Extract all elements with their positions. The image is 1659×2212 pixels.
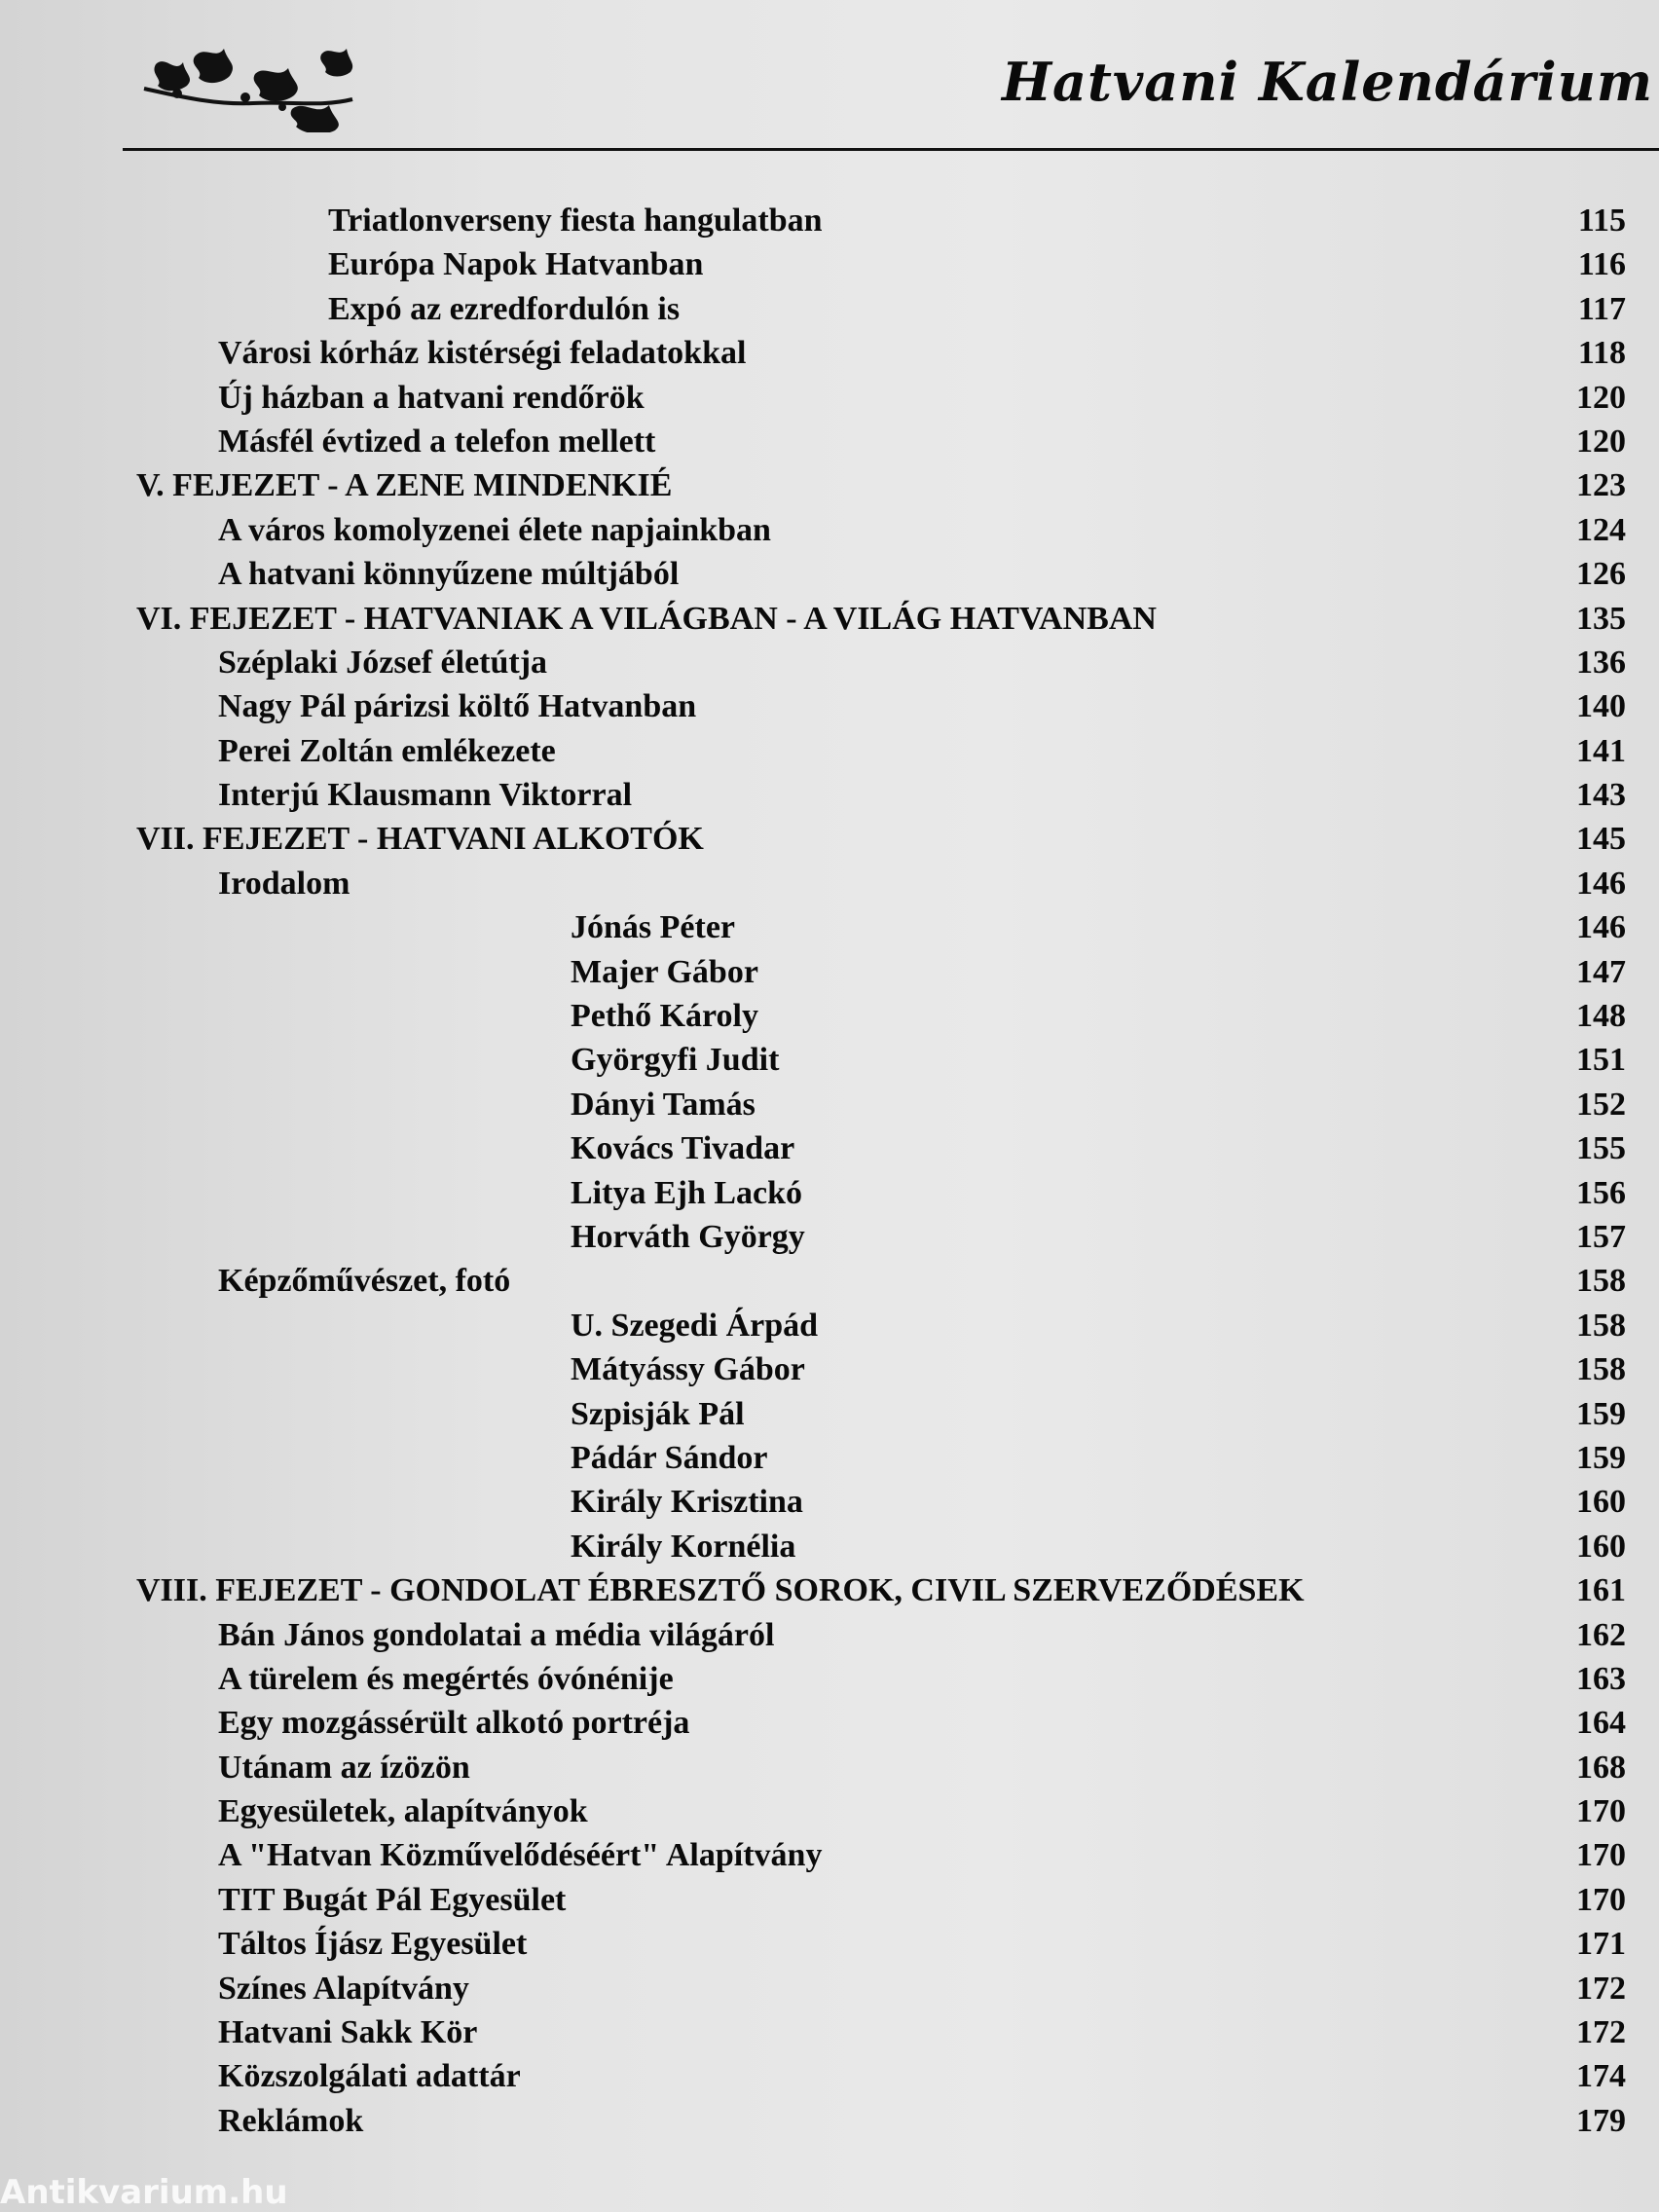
toc-page-number: 145: [1576, 821, 1626, 858]
toc-page-number: 160: [1576, 1484, 1626, 1521]
toc-entry-row: [0, 1833, 1659, 1877]
toc-page-number: 115: [1577, 203, 1626, 239]
toc-entry-title: Jónás Péter: [571, 909, 736, 946]
toc-page-number: 172: [1576, 2014, 1626, 2051]
toc-entry-title: Kovács Tivadar: [571, 1130, 795, 1167]
toc-entry-row: [0, 2099, 1659, 2143]
toc-entry-title: Egy mozgássérült alkotó portréja: [218, 1705, 690, 1742]
toc-entry-row: [0, 994, 1659, 1038]
toc-entry-row: [0, 420, 1659, 463]
toc-entry-title: Bán János gondolatai a média világáról: [218, 1616, 775, 1653]
toc-page-number: 151: [1576, 1042, 1626, 1079]
toc-page-number: 159: [1576, 1395, 1626, 1432]
toc-page-number: 116: [1577, 246, 1626, 283]
toc-entry-title: Irodalom: [218, 865, 350, 902]
toc-page-number: 141: [1576, 732, 1626, 769]
toc-page-number: 147: [1576, 953, 1626, 990]
toc-entry-row: [0, 1347, 1659, 1391]
toc-entry-row: [0, 2010, 1659, 2054]
toc-entry-row: [0, 1746, 1659, 1789]
toc-entry-title: Egyesületek, alapítványok: [218, 1793, 588, 1830]
toc-page-number: 146: [1576, 865, 1626, 902]
toc-page-number: 162: [1576, 1616, 1626, 1653]
toc-entry-row: [0, 242, 1659, 286]
toc-entry-title: Táltos Íjász Egyesület: [218, 1926, 528, 1963]
toc-entry-title: Király Krisztina: [571, 1484, 803, 1521]
toc-page-number: 124: [1576, 511, 1626, 548]
toc-entry-title: VII. FEJEZET - HATVANI ALKOTÓK: [136, 821, 704, 858]
toc-page-number: 172: [1576, 1970, 1626, 2007]
toc-page-number: 158: [1576, 1263, 1626, 1300]
toc-entry-row: [0, 1967, 1659, 2010]
toc-page-number: 117: [1577, 290, 1626, 327]
toc-page-number: 123: [1576, 467, 1626, 504]
toc-entry-title: Expó az ezredfordulón is: [328, 290, 681, 327]
toc-entry-row: [0, 1304, 1659, 1347]
toc-entry-title: VIII. FEJEZET - GONDOLAT ÉBRESZTŐ SOROK, CIVIL SZERVEZŐDÉSEK: [136, 1572, 1305, 1609]
toc-entry-row: [0, 1259, 1659, 1303]
toc-entry-row: [0, 1392, 1659, 1436]
toc-entry-row: [0, 1083, 1659, 1126]
header-rule: [123, 148, 1659, 151]
table-of-contents: [0, 199, 1659, 2143]
toc-page-number: 120: [1576, 423, 1626, 460]
toc-page-number: 164: [1576, 1705, 1626, 1742]
toc-entry-title: Európa Napok Hatvanban: [328, 246, 704, 283]
toc-entry-title: U. Szegedi Árpád: [571, 1307, 819, 1344]
toc-page-number: 168: [1576, 1749, 1626, 1786]
toc-entry-row: [0, 552, 1659, 596]
toc-page-number: 136: [1576, 644, 1626, 681]
toc-entry-title: Utánam az ízözön: [218, 1749, 470, 1786]
toc-entry-title: Széplaki József életútja: [218, 644, 548, 681]
toc-entry-title: Király Kornélia: [571, 1528, 796, 1565]
toc-entry-row: [0, 1038, 1659, 1082]
toc-entry-title: Másfél évtized a telefon mellett: [218, 423, 656, 460]
toc-entry-row: [0, 508, 1659, 552]
toc-chapter-row: [0, 817, 1659, 861]
toc-entry-title: Pádár Sándor: [571, 1439, 768, 1476]
toc-entry-row: [0, 199, 1659, 242]
toc-page-number: 170: [1576, 1881, 1626, 1918]
toc-entry-row: [0, 1657, 1659, 1701]
toc-page-number: 160: [1576, 1528, 1626, 1565]
toc-page-number: 156: [1576, 1174, 1626, 1211]
toc-entry-title: Szpisják Pál: [571, 1395, 745, 1432]
toc-entry-title: Nagy Pál párizsi költő Hatvanban: [218, 688, 697, 725]
toc-entry-title: Triatlonverseny fiesta hangulatban: [328, 203, 823, 239]
toc-entry-row: [0, 1789, 1659, 1833]
toc-entry-title: A hatvani könnyűzene múltjából: [218, 556, 680, 593]
toc-entry-row: [0, 950, 1659, 994]
toc-entry-title: VI. FEJEZET - HATVANIAK A VILÁGBAN - A VILÁG HATVANBAN: [136, 600, 1157, 637]
toc-entry-row: [0, 287, 1659, 331]
toc-entry-title: A türelem és megértés óvónénije: [218, 1660, 674, 1697]
toc-entry-row: [0, 1922, 1659, 1966]
toc-chapter-row: [0, 1568, 1659, 1612]
toc-entry-row: [0, 773, 1659, 817]
toc-entry-row: [0, 1436, 1659, 1480]
toc-entry-title: Litya Ejh Lackó: [571, 1174, 803, 1211]
toc-entry-title: Interjú Klausmann Viktorral: [218, 777, 633, 814]
toc-entry-title: Városi kórház kistérségi feladatokkal: [218, 335, 747, 372]
toc-page-number: 174: [1576, 2058, 1626, 2095]
running-header-title: Hatvani Kalendárium: [1001, 51, 1653, 113]
toc-entry-row: [0, 1613, 1659, 1657]
toc-entry-title: Mátyássy Gábor: [571, 1351, 805, 1388]
toc-page-number: 163: [1576, 1660, 1626, 1697]
toc-entry-title: TIT Bugát Pál Egyesület: [218, 1881, 567, 1918]
toc-page-number: 170: [1576, 1793, 1626, 1830]
toc-page-number: 148: [1576, 998, 1626, 1035]
toc-page-number: 126: [1576, 556, 1626, 593]
toc-entry-title: Majer Gábor: [571, 953, 758, 990]
toc-entry-title: Hatvani Sakk Kör: [218, 2014, 478, 2051]
toc-page-number: 161: [1576, 1572, 1626, 1609]
watermark-text: Antikvarium.hu: [0, 2173, 288, 2212]
toc-entry-title: Györgyfi Judit: [571, 1042, 780, 1079]
toc-page-number: 179: [1576, 2102, 1626, 2139]
toc-page-number: 118: [1577, 335, 1626, 372]
toc-entry-title: A város komolyzenei élete napjainkban: [218, 511, 771, 548]
toc-entry-row: [0, 684, 1659, 728]
toc-page-number: 158: [1576, 1351, 1626, 1388]
toc-entry-row: [0, 1126, 1659, 1170]
toc-page-number: 158: [1576, 1307, 1626, 1344]
toc-page-number: 157: [1576, 1218, 1626, 1255]
toc-entry-title: Képzőművészet, fotó: [218, 1263, 511, 1300]
toc-entry-title: Horváth György: [571, 1218, 805, 1255]
toc-entry-title: Közszolgálati adattár: [218, 2058, 521, 2095]
toc-entry-row: [0, 1215, 1659, 1259]
toc-entry-row: [0, 641, 1659, 684]
toc-page-number: 135: [1576, 600, 1626, 637]
toc-entry-title: Dányi Tamás: [571, 1086, 756, 1123]
toc-entry-title: Perei Zoltán emlékezete: [218, 732, 556, 769]
toc-page-number: 152: [1576, 1086, 1626, 1123]
toc-entry-title: Reklámok: [218, 2102, 364, 2139]
toc-entry-title: Színes Alapítvány: [218, 1970, 469, 2007]
toc-entry-row: [0, 2054, 1659, 2098]
toc-entry-row: [0, 905, 1659, 949]
toc-page-number: 170: [1576, 1837, 1626, 1874]
toc-entry-row: [0, 1878, 1659, 1922]
toc-entry-row: [0, 862, 1659, 905]
toc-page-number: 120: [1576, 379, 1626, 416]
toc-entry-row: [0, 376, 1659, 420]
toc-chapter-row: [0, 597, 1659, 641]
toc-page-number: 171: [1576, 1926, 1626, 1963]
toc-page-number: 155: [1576, 1130, 1626, 1167]
toc-entry-title: A "Hatvan Közművelődéséért" Alapítvány: [218, 1837, 823, 1874]
toc-entry-title: Új házban a hatvani rendőrök: [218, 379, 645, 416]
toc-entry-row: [0, 1171, 1659, 1215]
toc-page-number: 140: [1576, 688, 1626, 725]
toc-entry-row: [0, 1480, 1659, 1524]
toc-page-number: 143: [1576, 777, 1626, 814]
toc-page-number: 159: [1576, 1439, 1626, 1476]
toc-entry-row: [0, 729, 1659, 773]
toc-entry-row: [0, 1701, 1659, 1745]
toc-entry-title: Pethő Károly: [571, 998, 758, 1035]
holly-branch-icon: [136, 35, 360, 132]
toc-entry-row: [0, 1525, 1659, 1568]
toc-chapter-row: [0, 463, 1659, 507]
toc-entry-title: V. FEJEZET - A ZENE MINDENKIÉ: [136, 467, 673, 504]
toc-page-number: 146: [1576, 909, 1626, 946]
toc-entry-row: [0, 331, 1659, 375]
